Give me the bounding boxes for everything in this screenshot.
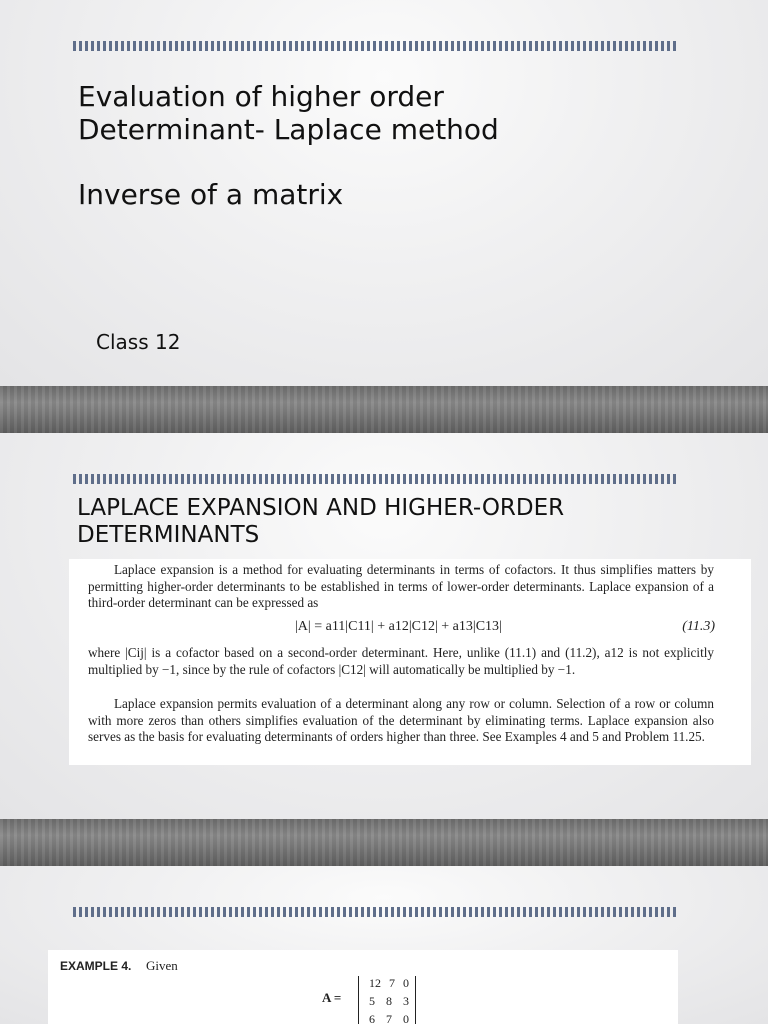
example-label: EXAMPLE 4. [60,959,132,973]
matrix-name: A = [322,990,342,1005]
slide-heading: LAPLACE EXPANSION AND HIGHER-ORDER DETERMINANTS [77,495,565,548]
laplace-equation: |A| = a11|C11| + a12|C12| + a13|C13| [295,619,502,634]
matrix-cell: 3 [403,994,409,1008]
paragraph-cofactor: where |Cij| is a cofactor based on a second-order determinant. Here, unlike (11.1) and (11.2), a12 is not explicitly multiplied by −1, since by the rule of cofactors |C12| will automatically be multiplied by −1. [88,645,714,677]
matrix-row [369,976,409,991]
slide-1 [0,0,768,386]
paragraph-expansion: Laplace expansion permits evaluation of a determinant along any row or column. Selection of a row or column with more zeros than others simplifies evaluation of the determinant by eliminating terms. Laplace expansion also serves as the basis for evaluating determinants of orders higher than three. See Examples 4 and 5 and Problem 11.25. [88,696,714,745]
decorative-stripe [73,41,677,51]
slide-separator [0,386,768,433]
matrix-row [369,1012,409,1024]
matrix-cell: 5 [369,994,375,1008]
slide-2 [0,433,768,819]
slide-title: Evaluation of higher order Determinant- Laplace method [78,80,499,146]
decorative-stripe [73,907,677,917]
matrix-cell: 7 [386,1012,392,1024]
matrix [358,976,416,1024]
matrix-cell: 7 [389,976,395,990]
slide-subtitle: Inverse of a matrix [78,178,344,211]
slide-3 [0,866,768,1024]
matrix-cell: 0 [403,976,409,990]
matrix-cell: 0 [403,1012,409,1024]
example-given: Given [146,958,178,973]
example-box [48,950,678,1024]
matrix-cell: 8 [386,994,392,1008]
matrix-cell: 6 [369,1012,375,1024]
matrix-row [369,994,409,1009]
decorative-stripe [73,474,677,484]
textbook-excerpt [69,559,751,765]
equation-number: (11.3) [682,619,715,634]
paragraph-intro: Laplace expansion is a method for evaluating determinants in terms of cofactors. It thus simplifies matters by permitting higher-order determinants to be established in terms of lower-order determinants. Laplace expansion of a third-order determinant can be expressed as [88,562,714,611]
slide-separator [0,819,768,866]
matrix-cell: 12 [369,976,381,990]
class-label: Class 12 [96,330,181,354]
